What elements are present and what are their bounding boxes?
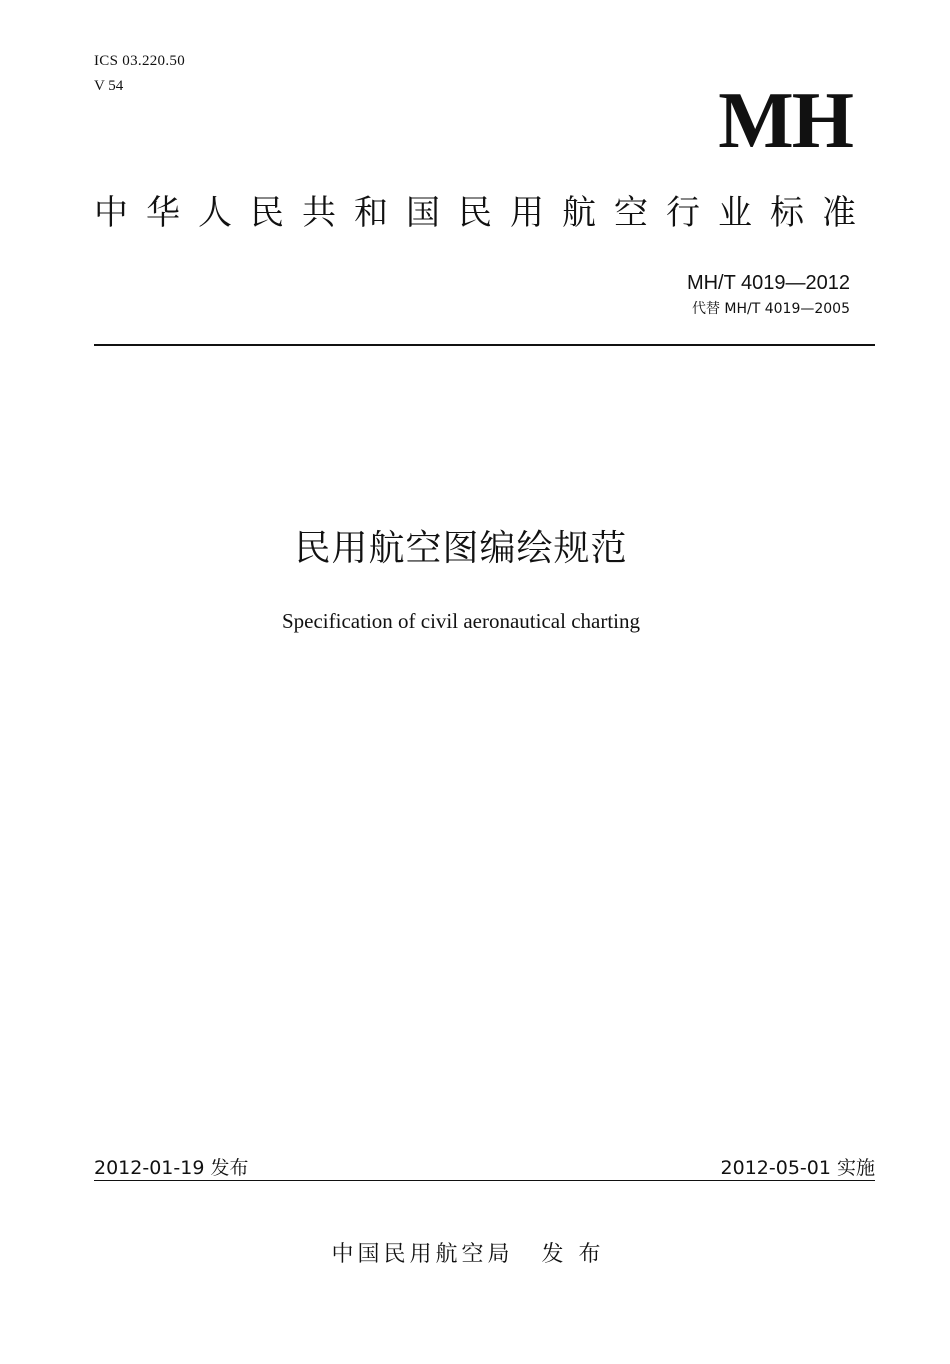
ccs-code: V 54 xyxy=(94,78,124,94)
document-title-chinese: 民用航空图编绘规范 xyxy=(294,528,628,569)
implementation-date: 2012-05-01 实施 xyxy=(720,1157,875,1179)
mh-logo: MH xyxy=(718,77,852,165)
standard-category-title: 中华人民共和国民用航空行业标准 xyxy=(94,193,874,233)
top-divider xyxy=(94,344,875,346)
issuer-line xyxy=(0,1238,936,1272)
document-title-english: Specification of civil aeronautical charting xyxy=(281,609,640,633)
ics-code: ICS 03.220.50 xyxy=(94,53,185,69)
standard-number: MH/T 4019—2012 xyxy=(686,272,850,294)
bottom-divider xyxy=(94,1180,875,1181)
replaces-standard: 代替 MH/T 4019—2005 xyxy=(691,301,850,317)
issue-date: 2012-01-19 发布 xyxy=(94,1157,249,1179)
issuer-name: 中国民用航空局 xyxy=(331,1242,514,1267)
issuer-action: 发 布 xyxy=(541,1242,605,1267)
